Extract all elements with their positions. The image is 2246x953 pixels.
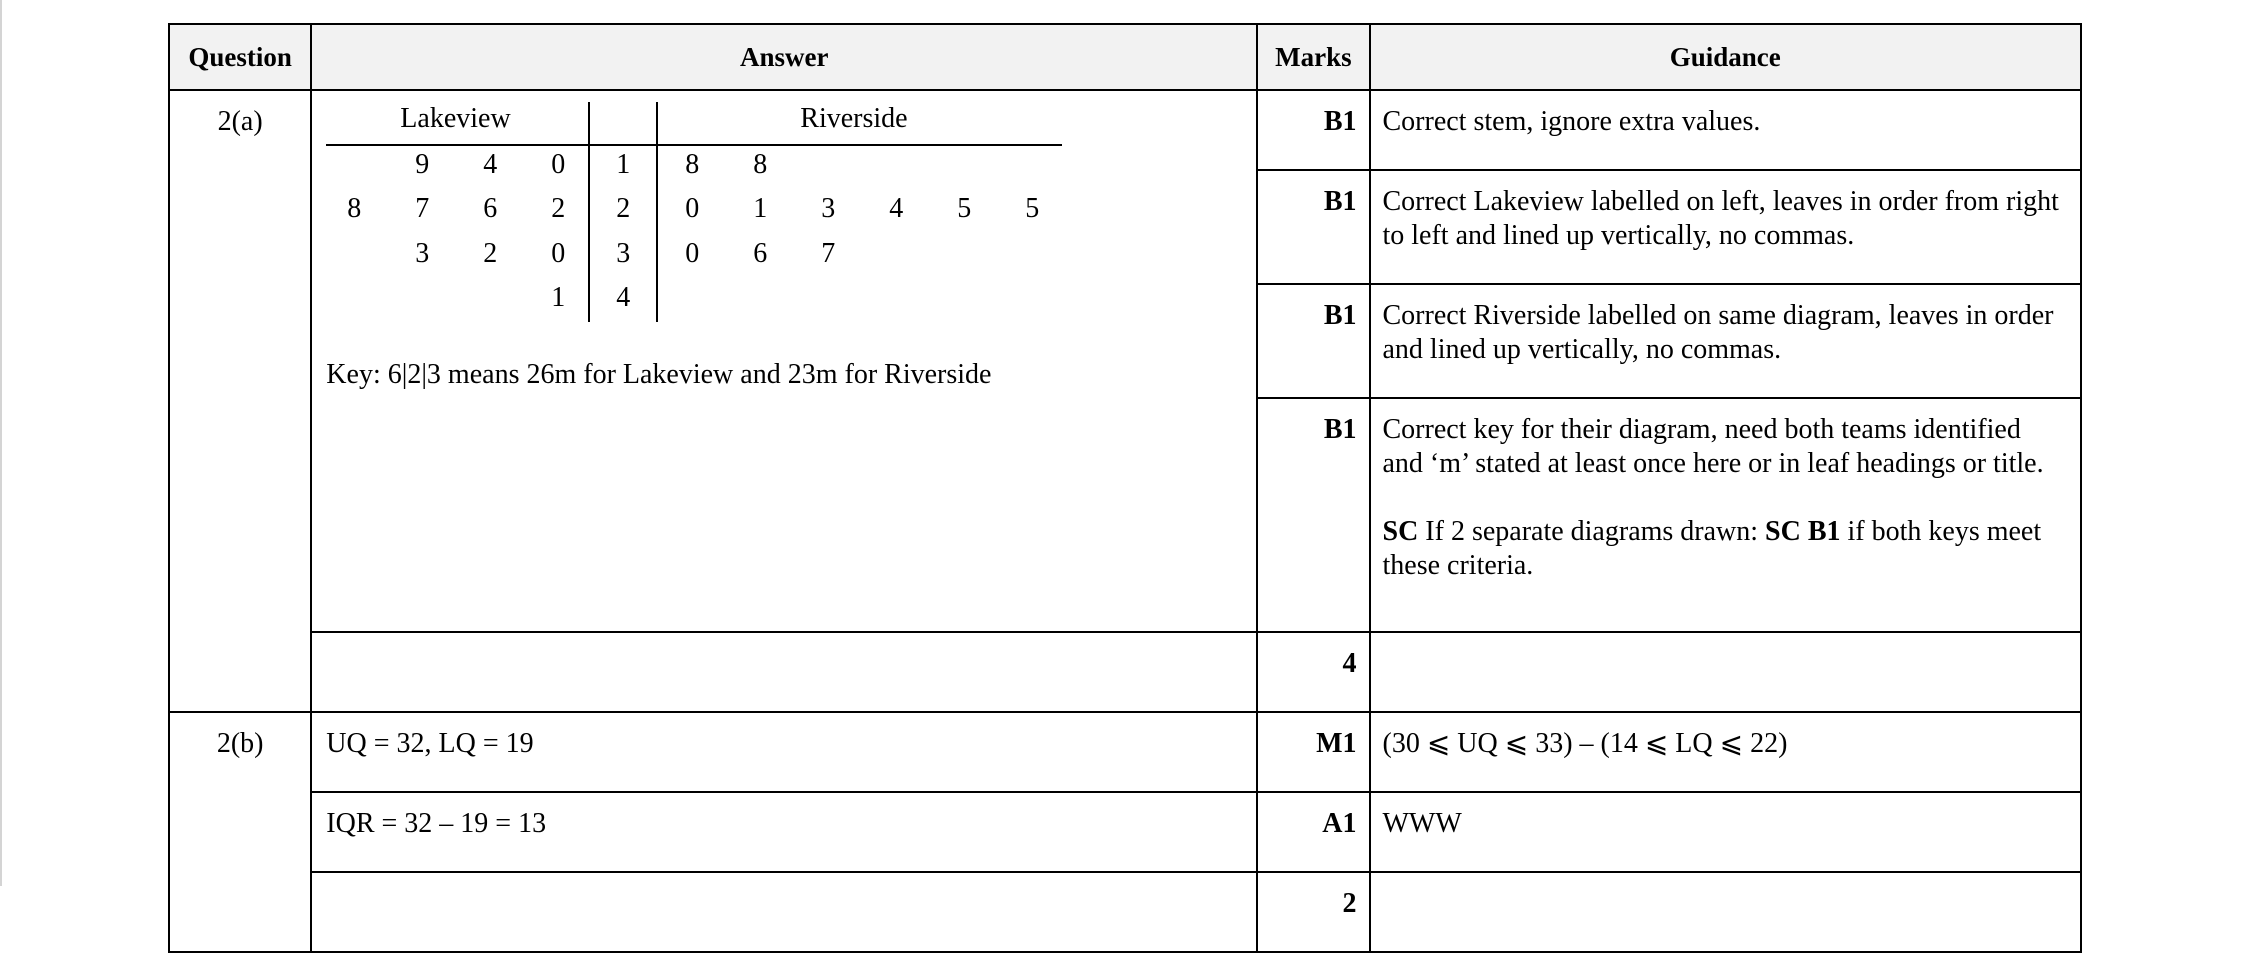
riverside-label: Riverside bbox=[800, 103, 908, 134]
leaf-left: 7 bbox=[415, 193, 430, 224]
guidance-lakeview: Correct Lakeview labelled on left, leaves in order from right to left and lined up vertically, no commas. bbox=[1370, 170, 2082, 284]
guidance-riverside: Correct Riverside labelled on same diagram, leaves in order and lined up vertically, no commas. bbox=[1370, 284, 2082, 398]
leaf-left: 2 bbox=[483, 238, 498, 269]
q2b-total-row bbox=[169, 872, 2081, 952]
special-case-label: SC bbox=[1382, 516, 1419, 547]
leaf-right: 7 bbox=[821, 238, 836, 269]
q2b-row-2 bbox=[169, 792, 2081, 872]
leaf-right: 5 bbox=[957, 193, 972, 224]
leaf-left: 2 bbox=[551, 193, 566, 224]
guidance-blank bbox=[1370, 872, 2082, 952]
leaf-left: 0 bbox=[551, 238, 566, 269]
page-edge bbox=[0, 0, 2, 886]
leaf-right: 8 bbox=[685, 149, 700, 180]
mark-b1-lakeview: B1 bbox=[1257, 170, 1369, 284]
answer-blank bbox=[311, 632, 1257, 712]
special-case-criteria: if both keys meet these criteria. bbox=[1382, 516, 2042, 581]
mark-a1: A1 bbox=[1257, 792, 1369, 872]
guidance-key bbox=[1370, 398, 2082, 632]
total-marks-2a: 4 bbox=[1257, 632, 1369, 712]
header-answer: Answer bbox=[311, 24, 1257, 90]
stem-and-leaf-diagram bbox=[326, 102, 1066, 322]
q2a-total-row bbox=[169, 632, 2081, 712]
total-marks-2b: 2 bbox=[1257, 872, 1369, 952]
leaf-right: 4 bbox=[889, 193, 904, 224]
answer-iqr: IQR = 32 – 19 = 13 bbox=[311, 792, 1257, 872]
guidance-quartiles: (30 ⩽ UQ ⩽ 33) – (14 ⩽ LQ ⩽ 22) bbox=[1370, 712, 2082, 792]
leaf-right: 1 bbox=[753, 193, 768, 224]
stem-value: 4 bbox=[616, 282, 631, 313]
question-2b: 2(b) bbox=[169, 712, 311, 952]
leaf-right: 8 bbox=[753, 149, 768, 180]
q2a-row-1 bbox=[169, 90, 2081, 170]
header-row bbox=[169, 24, 2081, 90]
leaf-right: 3 bbox=[821, 193, 836, 224]
leaf-left: 8 bbox=[347, 193, 362, 224]
answer-blank bbox=[311, 872, 1257, 952]
header-question: Question bbox=[169, 24, 311, 90]
guidance-stem: Correct stem, ignore extra values. bbox=[1370, 90, 2082, 170]
lakeview-label: Lakeview bbox=[400, 103, 511, 134]
diagram-key: Key: 6|2|3 means 26m for Lakeview and 23m for Riverside bbox=[326, 359, 992, 390]
leaf-right: 5 bbox=[1025, 193, 1040, 224]
leaf-right: 0 bbox=[685, 193, 700, 224]
special-case-mark: SC B1 bbox=[1765, 516, 1841, 547]
leaf-left: 4 bbox=[483, 149, 498, 180]
stem-divider-right bbox=[656, 102, 658, 322]
leaf-left: 1 bbox=[551, 282, 566, 313]
leaf-left: 3 bbox=[415, 238, 430, 269]
mark-scheme-table bbox=[168, 23, 2082, 953]
mark-b1-key: B1 bbox=[1257, 398, 1369, 632]
mark-b1-riverside: B1 bbox=[1257, 284, 1369, 398]
special-case-text: If 2 separate diagrams drawn: bbox=[1418, 516, 1766, 547]
guidance-blank bbox=[1370, 632, 2082, 712]
header-marks: Marks bbox=[1257, 24, 1369, 90]
mark-b1-stem: B1 bbox=[1257, 90, 1369, 170]
answer-quartiles: UQ = 32, LQ = 19 bbox=[311, 712, 1257, 792]
guidance-key-text: Correct key for their diagram, need both teams identified and ‘m’ stated at least once here or in leaf headings or title. bbox=[1382, 414, 2044, 479]
leaf-left: 9 bbox=[415, 149, 430, 180]
stem-divider-left bbox=[588, 102, 590, 322]
leaf-left: 6 bbox=[483, 193, 498, 224]
answer-2a bbox=[311, 90, 1257, 632]
leaf-right: 0 bbox=[685, 238, 700, 269]
header-guidance: Guidance bbox=[1370, 24, 2082, 90]
question-2a: 2(a) bbox=[169, 90, 311, 712]
leaf-right: 6 bbox=[753, 238, 768, 269]
mark-m1: M1 bbox=[1257, 712, 1369, 792]
stem-value: 3 bbox=[616, 238, 631, 269]
stem-value: 1 bbox=[616, 149, 631, 180]
stem-value: 2 bbox=[616, 193, 631, 224]
guidance-iqr: WWW bbox=[1370, 792, 2082, 872]
header-rule bbox=[326, 144, 1062, 146]
q2b-row-1 bbox=[169, 712, 2081, 792]
leaf-left: 0 bbox=[551, 149, 566, 180]
